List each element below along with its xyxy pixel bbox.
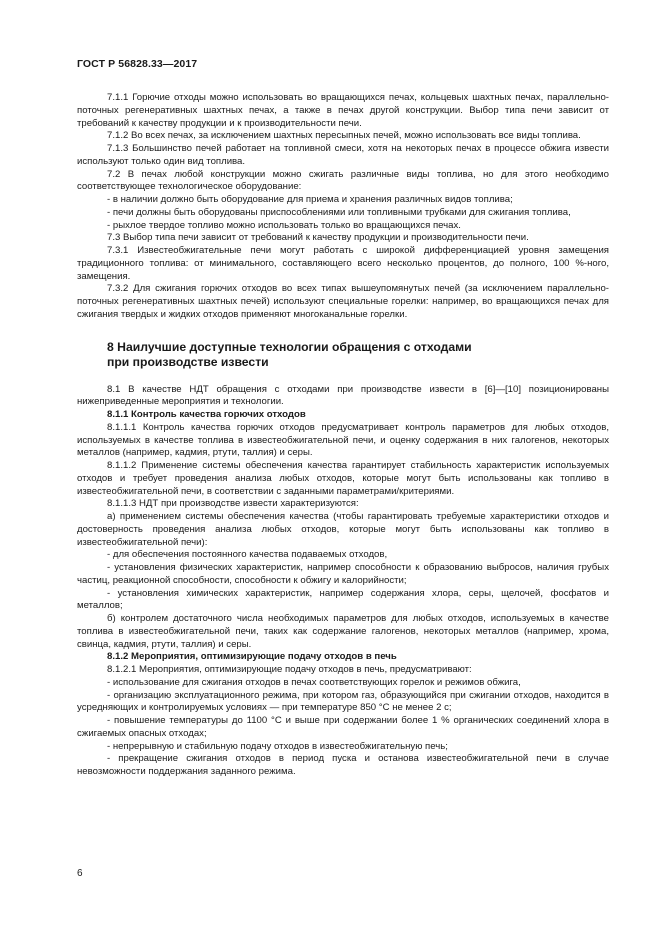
paragraph: б) контролем достаточного числа необходимых параметров для любых отходов, используемых в качестве топлива в известеобжигательной печи, таких как содержание галогенов, некоторых металлов (например, хрома, свинца, кадмия, ртути, таллия) и серы. (77, 613, 609, 650)
paragraph: - установления физических характеристик, например способности к образованию выбросов, наличия грубых частиц, реакционной способности, способности к обжигу и калорийности; (77, 562, 609, 586)
paragraph: 7.1.1 Горючие отходы можно использовать во вращающихся печах, кольцевых шахтных печах, параллельно-поточных регенеративных шахтных печах, а также в печах другой конструкции. Выбор типа печи зависит от требований к качеству продукции и к производительности печи. (77, 92, 609, 129)
document-body (77, 92, 609, 779)
paragraph: - прекращение сжигания отходов в период пуска и останова известеобжигательной печи в случае невозможности поддержания заданного режима. (77, 753, 609, 777)
paragraph: - организацию эксплуатационного режима, при котором газ, образующийся при сжигании отходов, находится в усредняющих и контролируемых условиях — при температуре 850 °C не менее 2 с; (77, 689, 609, 714)
section-7-continuation (77, 92, 609, 322)
paragraph: 8.1.1.3 НДТ при производстве извести характеризуются: (107, 498, 359, 510)
section-heading-line-2: при производстве извести (107, 355, 269, 369)
paragraph: 7.3 Выбор типа печи зависит от требований к качеству продукции и производительности печи. (107, 232, 529, 244)
paragraph: 8.1.1.1 Контроль качества горючих отходов предусматривает контроль параметров для любых отходов, используемых в качестве топлива в известеобжигательной печи, и оценку содержания в них галогенов, некоторых металлов (например, кадмия, ртути, таллия) и серы. (77, 421, 609, 459)
paragraph: - для обеспечения постоянного качества подаваемых отходов, (107, 549, 388, 561)
paragraph: - в наличии должно быть оборудование для приема и хранения различных видов топлива; (107, 194, 513, 205)
paragraph: 7.3.1 Известеобжигательные печи могут работать с широкой дифференциацией уровня замещения традиционного топлива: от минимального, составляющего всего несколько процентов, до полного, 100 %-ного, замещения. (77, 245, 609, 282)
paragraph: - непрерывную и стабильную подачу отходов в известеобжигательную печь; (107, 740, 448, 752)
section-8-body (77, 384, 609, 779)
document-header: ГОСТ Р 56828.33—2017 (77, 58, 198, 70)
section-heading-line-1: 8 Наилучшие доступные технологии обращения с отходами (107, 339, 472, 354)
paragraph: 7.1.3 Большинство печей работает на топливной смеси, хотя на некоторых печах в процессе обжига извести используют только один вид топлива. (77, 143, 609, 167)
paragraph: а) применением системы обеспечения качества (чтобы гарантировать требуемые характеристики отходов и достоверность проведения анализа любых отходов, которые могут быть использованы как топливо в известеобжигательной печи): (77, 511, 609, 548)
paragraph: - печи должны быть оборудованы приспособлениями или топливными трубками для сжигания топлива, (107, 206, 571, 218)
paragraph: 8.1.2.1 Мероприятия, оптимизирующие подачу отходов в печь, предусматривают: (107, 664, 472, 675)
paragraph: 7.3.2 Для сжигания горючих отходов во всех типах вышеупомянутых печей (за исключением параллельно-поточных регенеративных шахтных печей) используют специальные горелки: например, во вращающихся печах для сжигания твердых и жидких отходов применяют многоканальные горелки. (77, 283, 609, 320)
subsection-title: 8.1.1 Контроль качества горючих отходов (107, 409, 306, 420)
page-number: 6 (77, 868, 83, 879)
section-8-heading (77, 340, 609, 371)
subsection-title: 8.1.2 Мероприятия, оптимизирующие подачу отходов в печь (107, 651, 397, 663)
paragraph: 8.1 В качестве НДТ обращения с отходами при производстве извести в [6]—[10] позиционированы нижеприведенные мероприятия и технологии. (77, 383, 609, 408)
paragraph: - установления химических характеристик, например содержания хлора, серы, щелочей, фосфатов и металлов; (77, 587, 609, 612)
paragraph: - рыхлое твердое топливо можно использовать только во вращающихся печах. (107, 219, 461, 231)
paragraph: - повышение температуры до 1100 °C и выше при содержании более 1 % органических соединений хлора в сжигаемых опасных отходах; (77, 715, 609, 739)
paragraph: 8.1.1.2 Применение системы обеспечения качества гарантирует стабильность характеристик используемых отходов и требует проведения анализа любых отходов, которые могут быть использованы как топливо в известеобжигательной печи, в соответствии с заданными параметрами/критериями. (77, 460, 609, 497)
paragraph: - использование для сжигания отходов в печах соответствующих горелок и режимов обжига, (107, 676, 521, 688)
paragraph: 7.1.2 Во всех печах, за исключением шахтных пересыпных печей, можно использовать все виды топлива. (107, 130, 581, 142)
paragraph: 7.2 В печах любой конструкции можно сжигать различные виды топлива, но для этого необходимо соответствующее технологическое оборудование: (77, 168, 609, 193)
